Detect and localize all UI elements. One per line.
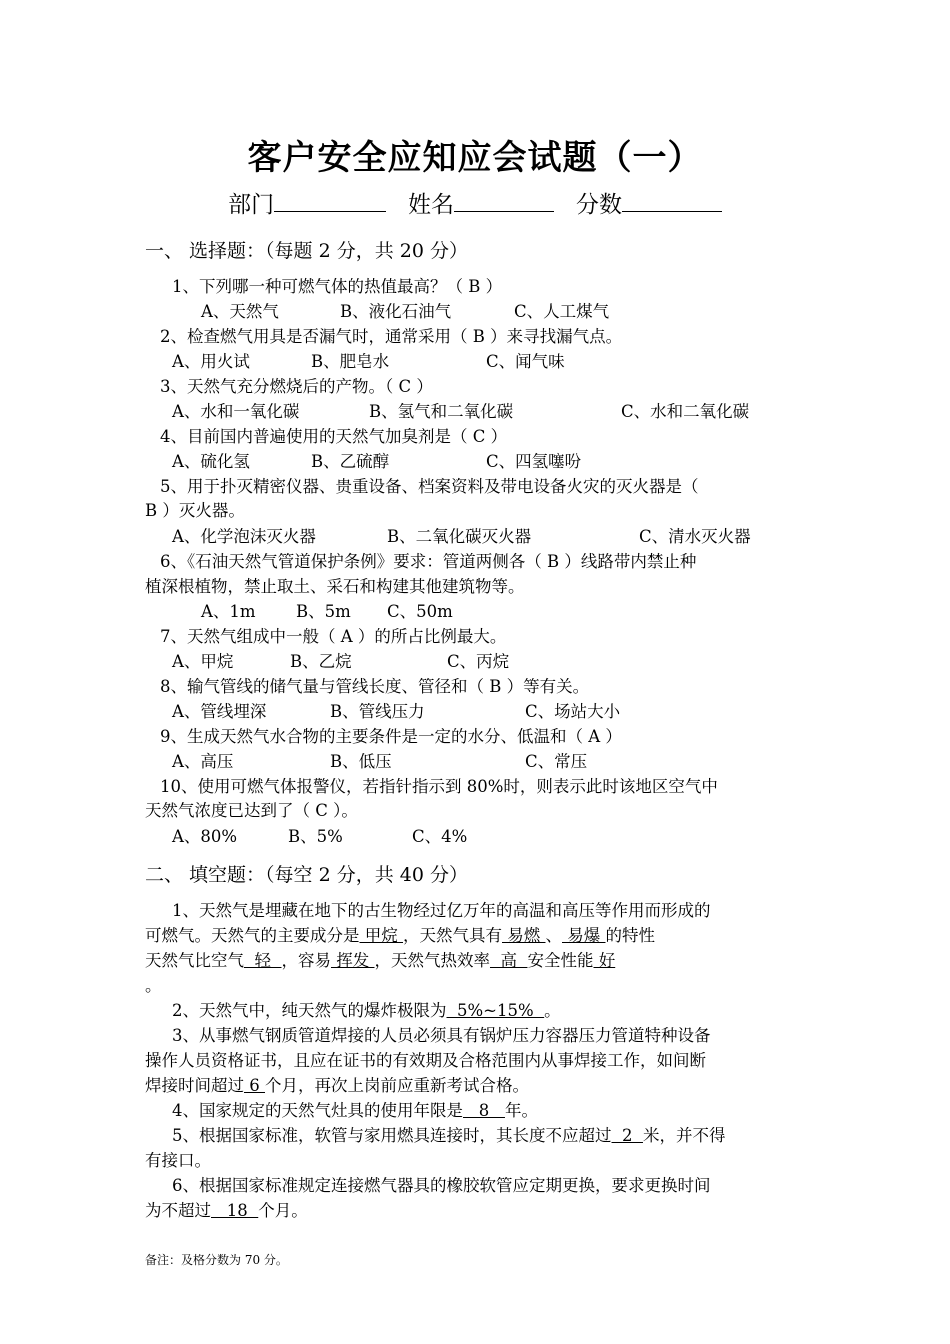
f2-text: 2、天然气中，纯天然气的爆炸极限为 xyxy=(172,1001,447,1020)
section-choice-heading: 一、 选择题：（每题 2 分，共 20 分） xyxy=(145,240,468,262)
exam-title: 客户安全应知应会试题（一） xyxy=(247,138,703,178)
f1-text: 天然气比空气 xyxy=(145,951,244,970)
q5-option-a: A、化学泡沫灭火器 xyxy=(172,527,316,546)
q5-stem-line1: 5、用于扑灭精密仪器、贵重设备、档案资料及带电设备火灾的灭火器是（ xyxy=(160,477,699,496)
q6-stem-line2: 植深根植物，禁止取土、采石和构建其他建筑物等。 xyxy=(145,577,525,596)
q1-option-b: B、液化石油气 xyxy=(340,302,452,321)
f1-text: ，天然气热效率 xyxy=(374,951,490,970)
f6-text: 为不超过 xyxy=(145,1201,211,1220)
f5-text: 米，并不得 xyxy=(642,1126,726,1145)
f2-answer: 5%~15% xyxy=(446,1001,545,1020)
q8-option-b: B、管线压力 xyxy=(330,702,425,721)
q3-option-a: A、水和一氧化碳 xyxy=(172,402,300,421)
f4-text: 4、国家规定的天然气灶具的使用年限是 xyxy=(172,1101,463,1120)
f1-answer-3: 易爆 xyxy=(562,926,606,945)
f4-answer: 8 xyxy=(463,1101,505,1120)
q10-option-b: B、5% xyxy=(288,827,343,846)
f3-line2: 操作人员资格证书，且应在证书的有效期及合格范围内从事焊接工作，如间断 xyxy=(145,1051,706,1070)
f3-line3 xyxy=(145,1075,807,1097)
f1-answer-2: 易燃 xyxy=(502,926,546,945)
q7-option-b: B、乙烷 xyxy=(290,652,352,671)
q4-option-b: B、乙硫醇 xyxy=(311,452,390,471)
section-fill-heading: 二、 填空题：（每空 2 分，共 40 分） xyxy=(145,864,468,886)
q9-stem: 9、生成天然气水合物的主要条件是一定的水分、低温和（ A ） xyxy=(160,727,622,746)
f1-text: ，容易 xyxy=(281,951,331,970)
q8-stem: 8、输气管线的储气量与管线长度、管径和（ B ）等有关。 xyxy=(160,677,590,696)
q4-stem: 4、目前国内普遍使用的天然气加臭剂是（ C ） xyxy=(160,427,508,446)
q6-option-a: A、1m xyxy=(201,602,256,621)
f1-answer-5: 挥发 xyxy=(330,951,375,970)
q3-stem: 3、天然气充分燃烧后的产物。（ C ） xyxy=(160,377,433,396)
q1-option-a: A、天然气 xyxy=(201,302,279,321)
q9-option-c: C、常压 xyxy=(525,752,588,771)
q7-option-a: A、甲烷 xyxy=(172,652,234,671)
q6-option-b: B、5m xyxy=(296,602,351,621)
f1-line1: 1、天然气是埋藏在地下的古生物经过亿万年的高温和高压等作用而形成的 xyxy=(172,901,711,920)
f1-answer-4: 轻 xyxy=(244,951,282,970)
dept-blank xyxy=(274,189,386,212)
q6-stem-line1: 6、《石油天然气管道保护条例》要求：管道两侧各（ B ）线路带内禁止种 xyxy=(160,552,697,571)
f6-line1: 6、根据国家标准规定连接燃气器具的橡胶软管应定期更换，要求更换时间 xyxy=(172,1176,711,1195)
name-label: 姓名 xyxy=(408,192,454,218)
f2-text: 。 xyxy=(544,1001,561,1020)
q10-option-a: A、80% xyxy=(172,827,238,846)
q4-option-c: C、四氢噻吩 xyxy=(486,452,582,471)
q3-option-b: B、氢气和二氧化碳 xyxy=(369,402,514,421)
q2-option-b: B、肥皂水 xyxy=(311,352,390,371)
f3-line1: 3、从事燃气钢质管道焊接的人员必须具有锅炉压力容器压力管道特种设备 xyxy=(172,1026,711,1045)
f4-line xyxy=(172,1100,834,1122)
q1-stem: 1、下列哪一种可燃气体的热值最高？（ B ） xyxy=(172,277,503,296)
f2-line xyxy=(172,1000,834,1022)
q1-option-c: C、人工煤气 xyxy=(514,302,610,321)
score-label: 分数 xyxy=(575,192,622,218)
q2-option-c: C、闻气味 xyxy=(486,352,565,371)
f1-answer-7: 好 xyxy=(593,951,616,970)
q10-stem-line1: 10、使用可燃气体报警仪，若指针指示到 80%时，则表示此时该地区空气中 xyxy=(160,777,718,796)
score-blank xyxy=(622,189,722,212)
dept-label: 部门 xyxy=(228,192,275,218)
f1-text: 可燃气。天然气的主要成分是 xyxy=(145,926,360,945)
q9-option-a: A、高压 xyxy=(172,752,234,771)
q9-option-b: B、低压 xyxy=(330,752,392,771)
f3-answer: 6 xyxy=(244,1076,265,1095)
f1-answer-1: 甲烷 xyxy=(359,926,403,945)
f5-text: 5、根据国家标准，软管与家用燃具连接时，其长度不应超过 xyxy=(172,1126,612,1145)
q10-option-c: C、4% xyxy=(412,827,468,846)
q5-option-b: B、二氧化碳灭火器 xyxy=(387,527,532,546)
f1-text: 、 xyxy=(545,926,562,945)
q4-option-a: A、硫化氢 xyxy=(172,452,250,471)
f3-text: 焊接时间超过 xyxy=(145,1076,244,1095)
footer-note: 备注：及格分数为 70 分。 xyxy=(145,1253,288,1267)
f1-answer-6: 高 xyxy=(489,951,528,970)
q3-option-c: C、水和二氧化碳 xyxy=(621,402,750,421)
f1-text: ，天然气具有 xyxy=(403,926,502,945)
header-fields xyxy=(0,186,950,219)
f4-text: 年。 xyxy=(504,1101,538,1120)
f5-line2: 有接口。 xyxy=(145,1151,211,1170)
f1-line2 xyxy=(145,925,807,947)
name-blank xyxy=(454,189,554,212)
q8-option-c: C、场站大小 xyxy=(525,702,621,721)
f1-text: 的特性 xyxy=(605,926,655,945)
q2-option-a: A、用火试 xyxy=(172,352,250,371)
q5-stem-line2: B ）灭火器。 xyxy=(145,501,245,520)
f6-answer: 18 xyxy=(211,1201,259,1220)
f3-text: 个月，再次上岗前应重新考试合格。 xyxy=(265,1076,529,1095)
q2-stem: 2、检查燃气用具是否漏气时，通常采用（ B ）来寻找漏气点。 xyxy=(160,327,623,346)
q7-option-c: C、丙烷 xyxy=(447,652,510,671)
f5-line1 xyxy=(172,1125,834,1147)
f1-line4: 。 xyxy=(145,976,162,995)
f1-line3 xyxy=(145,950,807,972)
q6-option-c: C、50m xyxy=(387,602,453,621)
f6-line2 xyxy=(145,1200,807,1222)
f6-text: 个月。 xyxy=(258,1201,308,1220)
f1-text: 安全性能 xyxy=(527,951,594,970)
f5-answer: 2 xyxy=(611,1126,643,1145)
q10-stem-line2: 天然气浓度已达到了（ C ）。 xyxy=(145,801,358,820)
q5-option-c: C、清水灭火器 xyxy=(639,527,751,546)
q8-option-a: A、管线埋深 xyxy=(172,702,267,721)
q7-stem: 7、天然气组成中一般（ A ）的所占比例最大。 xyxy=(160,627,507,646)
